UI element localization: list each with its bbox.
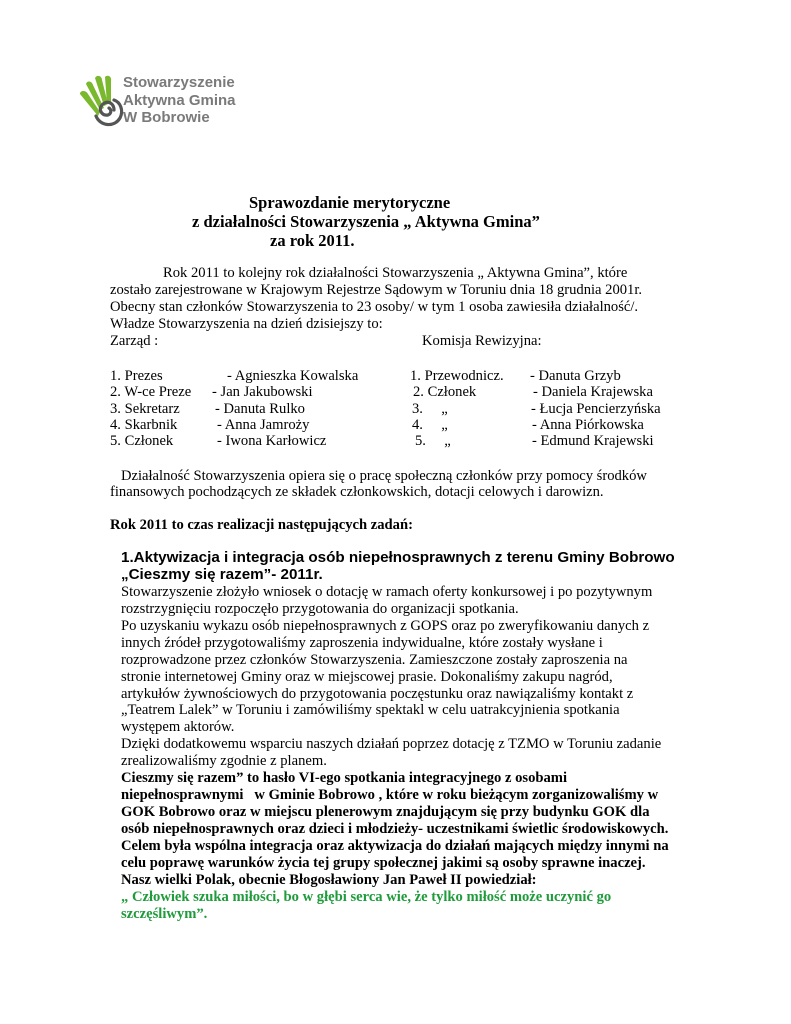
audit-role: 3. „ bbox=[412, 401, 448, 417]
task1-body-line: rozprowadzone przez członków Stowarzyszenia. Zamieszczone zostały zaproszenia na bbox=[121, 652, 628, 668]
intro-line: Obecny stan członków Stowarzyszenia to 23 osoby/ w tym 1 osoba zawiesiła działalność/. bbox=[110, 299, 639, 315]
task1-body-line: Po uzyskaniu wykazu osób niepełnosprawnych z GOPS oraz po zweryfikowaniu danych z bbox=[121, 618, 650, 634]
board-name: - Anna Jamroży bbox=[217, 417, 310, 433]
logo-line-3: W Bobrowie bbox=[123, 109, 210, 126]
task1-body-line: rozstrzygnięciu rozpoczęło przygotowania do organizacji spotkania. bbox=[121, 601, 519, 617]
task1-body-line: występem aktorów. bbox=[121, 719, 235, 735]
activity-line: Działalność Stowarzyszenia opiera się o pracę społeczną członków przy pomocy środków bbox=[110, 468, 647, 484]
task1-body-line: artykułów żywnościowych do przygotowania poczęstunku oraz nawiązaliśmy kontakt z bbox=[121, 686, 634, 702]
intro-line: zostało zarejestrowane w Krajowym Rejestrze Sądowym w Toruniu dnia 18 grudnia 2001r. bbox=[110, 282, 643, 298]
board-name: - Danuta Rulko bbox=[215, 401, 305, 417]
audit-name: - Daniela Krajewska bbox=[533, 384, 653, 400]
task1-bold-line: GOK Bobrowo oraz w miejscu plenerowym znajdującym się przy budynku GOK dla bbox=[121, 804, 650, 820]
audit-role: 1. Przewodnicz. bbox=[410, 368, 504, 384]
logo-line-2: Aktywna Gmina bbox=[123, 91, 236, 109]
audit-name: - Danuta Grzyb bbox=[530, 368, 621, 384]
board-name: - Agnieszka Kowalska bbox=[227, 368, 359, 384]
task1-body-line: Dzięki dodatkowemu wsparciu naszych działań poprzez dotację z TZMO w Toruniu zadanie bbox=[121, 736, 662, 752]
task1-body-line: stronie internetowej Gminy oraz w miejscowej prasie. Dokonaliśmy zakupu nagród, bbox=[121, 669, 613, 685]
audit-name: - Anna Piórkowska bbox=[532, 417, 644, 433]
task1-bold-line: Nasz wielki Polak, obecnie Błogosławiony Jan Paweł II powiedział: bbox=[121, 872, 537, 888]
task1-bold-line: osób niepełnosprawnych oraz dzieci i młodzieży- uczestnikami świetlic środowiskowych. bbox=[121, 821, 669, 837]
board-role: 5. Członek bbox=[110, 433, 174, 449]
board-name: - Jan Jakubowski bbox=[212, 384, 313, 400]
audit-role: 5. „ bbox=[415, 433, 451, 449]
tasks-heading: Rok 2011 to czas realizacji następujących zadań: bbox=[110, 517, 413, 533]
task1-heading: „Cieszmy się razem”- 2011r. bbox=[121, 566, 323, 583]
logo-line-1: Stowarzyszenie bbox=[123, 74, 235, 91]
task1-body-line: „Teatrem Lalek” w Toruniu i zamówiliśmy spektakl w celu uatrakcyjnienia spotkania bbox=[121, 702, 620, 718]
logo-text bbox=[123, 74, 236, 127]
title-line-2: z działalności Stowarzyszenia „ Aktywna Gmina” bbox=[192, 212, 540, 231]
task1-heading: 1.Aktywizacja i integracja osób niepełnosprawnych z terenu Gminy Bobrowo bbox=[121, 549, 675, 566]
board-role: 2. W-ce Preze bbox=[110, 384, 192, 400]
quote-line: „ Człowiek szuka miłości, bo w głębi serca wie, że tylko miłość może uczynić go bbox=[121, 889, 612, 905]
board-role: 4. Skarbnik bbox=[110, 417, 178, 433]
intro-line: Władze Stowarzyszenia na dzień dzisiejszy to: bbox=[110, 316, 383, 332]
task1-bold-line: Celem była wspólna integracja oraz aktywizacja do działań mających między innymi na bbox=[121, 838, 669, 854]
title-line-1: Sprawozdanie merytoryczne bbox=[249, 193, 451, 212]
quote-line: szczęśliwym”. bbox=[121, 906, 208, 922]
board-name: - Iwona Karłowicz bbox=[217, 433, 327, 449]
intro-line: Rok 2011 to kolejny rok działalności Stowarzyszenia „ Aktywna Gmina”, które bbox=[163, 265, 628, 281]
task1-body-line: zrealizowaliśmy zgodnie z planem. bbox=[121, 753, 327, 769]
task1-bold-line: Cieszmy się razem” to hasło VI-ego spotkania integracyjnego z osobami bbox=[121, 770, 568, 786]
board-heading: Zarząd : bbox=[110, 333, 159, 349]
board-role: 3. Sekretarz bbox=[110, 401, 180, 417]
audit-heading: Komisja Rewizyjna: bbox=[422, 333, 542, 349]
audit-name: - Edmund Krajewski bbox=[532, 433, 654, 449]
board-role: 1. Prezes bbox=[110, 368, 163, 384]
task1-bold-line: celu poprawę warunków życia tej grupy społecznej jakimi są osoby sprawne inaczej. bbox=[121, 855, 646, 871]
title-line-3: za rok 2011. bbox=[270, 231, 355, 250]
audit-role: 2. Członek bbox=[413, 384, 477, 400]
task1-bold-line: niepełnosprawnymi w Gminie Bobrowo , które w roku bieżącym zorganizowaliśmy w bbox=[121, 787, 659, 803]
audit-role: 4. „ bbox=[412, 417, 448, 433]
task1-body-line: Stowarzyszenie złożyło wniosek o dotację w ramach oferty konkursowej i po pozytywnym bbox=[121, 584, 653, 600]
activity-line: finansowych pochodzących ze składek członkowskich, dotacji celowych i darowizn. bbox=[110, 484, 604, 500]
task1-body-line: innych źródeł przygotowaliśmy zaproszenia indywidualne, które zostały wysłane i bbox=[121, 635, 603, 651]
audit-name: - Łucja Pencierzyńska bbox=[531, 401, 661, 417]
